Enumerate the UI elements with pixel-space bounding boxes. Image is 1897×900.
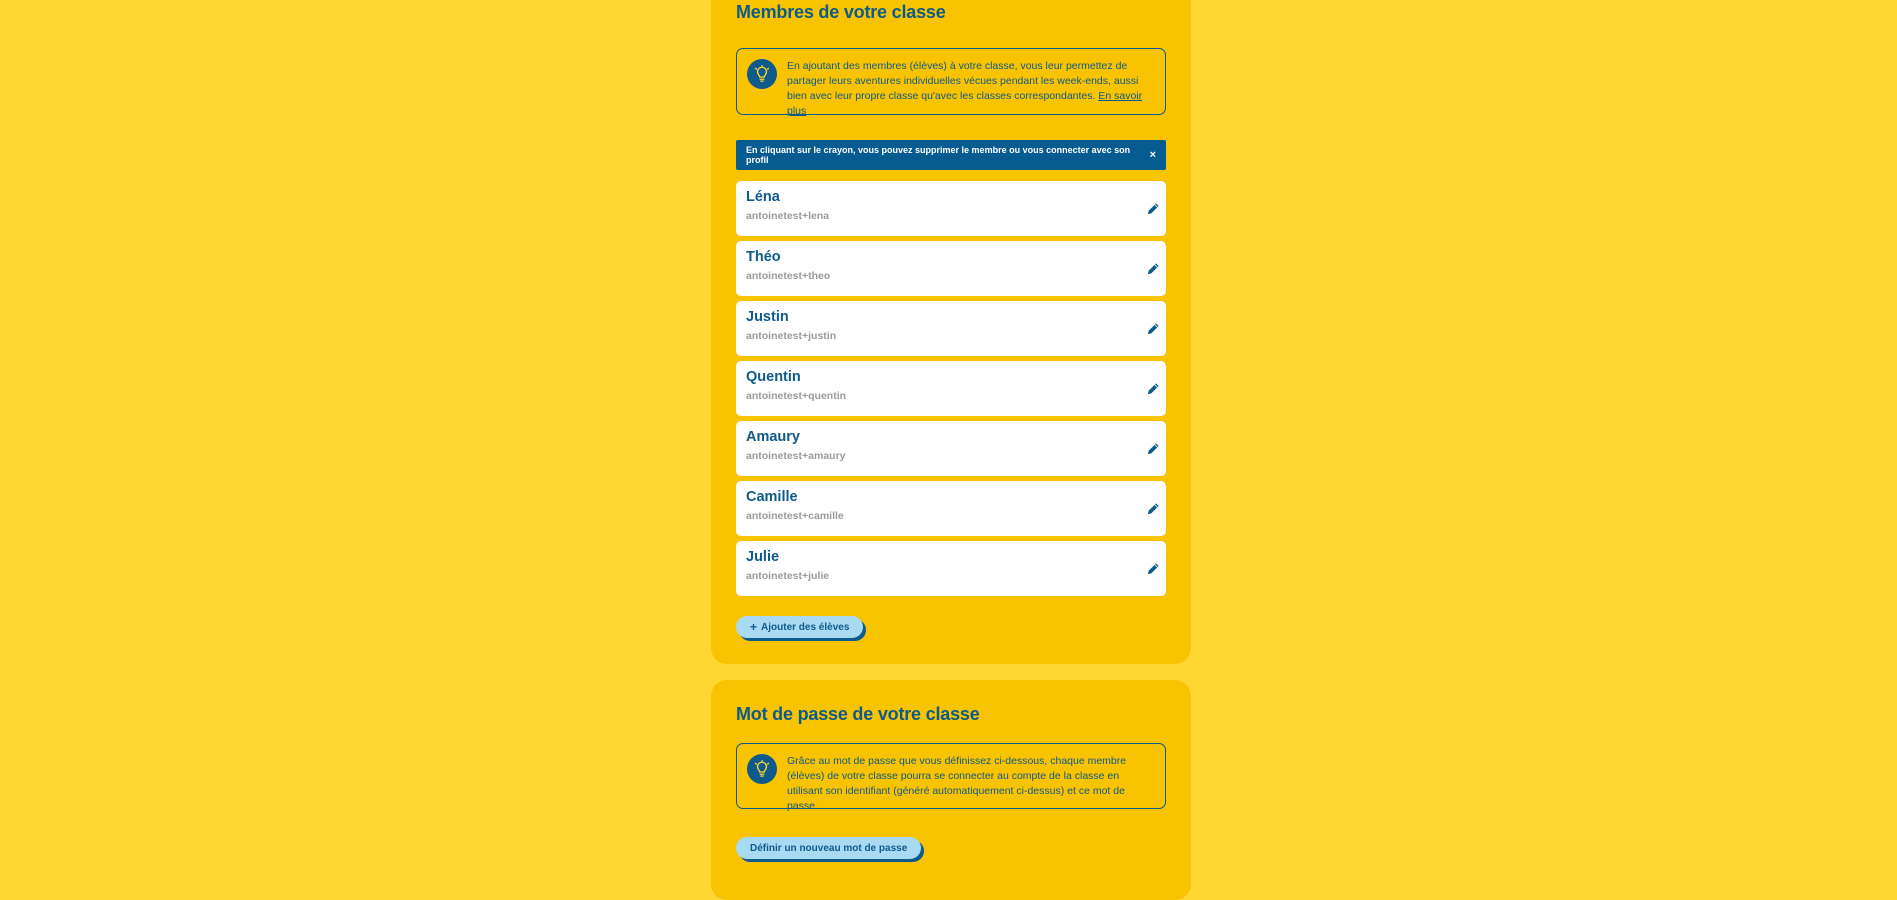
close-icon[interactable]: ×	[1149, 148, 1156, 161]
members-card	[711, 0, 1191, 664]
member-name: Quentin	[746, 369, 801, 385]
member-name: Théo	[746, 249, 781, 265]
banner-text: En cliquant sur le crayon, vous pouvez supprimer le membre ou vous connecter avec son profil	[746, 145, 1131, 165]
member-name: Justin	[746, 309, 789, 325]
lightbulb-icon	[747, 754, 777, 784]
pencil-icon[interactable]	[1146, 382, 1160, 396]
member-item	[736, 481, 1166, 536]
member-item	[736, 181, 1166, 236]
password-card	[711, 680, 1191, 900]
plus-icon: +	[750, 620, 758, 634]
member-name: Camille	[746, 489, 798, 505]
member-item	[736, 541, 1166, 596]
edit-hint-banner	[736, 140, 1166, 170]
members-info-text: En ajoutant des membres (élèves) à votre classe, vous leur permettez de partager leurs aventures individuelles vécues pendant les week-ends, aussi bien avec leur propre classe qu'avec les classes correspondantes.	[787, 60, 1139, 102]
pencil-icon[interactable]	[1146, 562, 1160, 576]
add-students-label: Ajouter des élèves	[761, 621, 850, 633]
set-password-button[interactable]	[736, 837, 921, 859]
pencil-icon[interactable]	[1146, 442, 1160, 456]
member-item	[736, 301, 1166, 356]
pencil-icon[interactable]	[1146, 202, 1160, 216]
learn-more-link[interactable]: En savoir plus	[787, 90, 1143, 117]
member-item	[736, 241, 1166, 296]
member-identifier: antoinetest+lena	[746, 210, 830, 222]
password-info-box	[736, 743, 1166, 812]
member-name: Amaury	[746, 429, 800, 445]
password-section-title: Mot de passe de votre classe	[736, 704, 980, 724]
password-info-text: Grâce au mot de passe que vous définissez ci-dessous, chaque membre (élèves) de votre classe pourra se connecter au compte de la classe en utilisant son identifiant (généré automatiquement ci-dessus) et ce mot de passe.	[787, 755, 1127, 812]
member-name: Julie	[746, 549, 780, 565]
set-password-label: Définir un nouveau mot de passe	[750, 842, 908, 854]
member-identifier: antoinetest+theo	[746, 270, 831, 282]
member-identifier: antoinetest+julie	[746, 570, 830, 582]
member-identifier: antoinetest+amaury	[746, 450, 846, 462]
lightbulb-icon	[747, 59, 777, 89]
member-identifier: antoinetest+justin	[746, 330, 837, 342]
member-item	[736, 361, 1166, 416]
member-item	[736, 421, 1166, 476]
member-identifier: antoinetest+camille	[746, 510, 844, 522]
member-name: Léna	[746, 189, 780, 205]
members-section-title: Membres de votre classe	[736, 2, 946, 22]
member-identifier: antoinetest+quentin	[746, 390, 847, 402]
members-info-box	[736, 48, 1166, 115]
pencil-icon[interactable]	[1146, 262, 1160, 276]
add-students-button[interactable]	[736, 616, 863, 638]
pencil-icon[interactable]	[1146, 322, 1160, 336]
pencil-icon[interactable]	[1146, 502, 1160, 516]
